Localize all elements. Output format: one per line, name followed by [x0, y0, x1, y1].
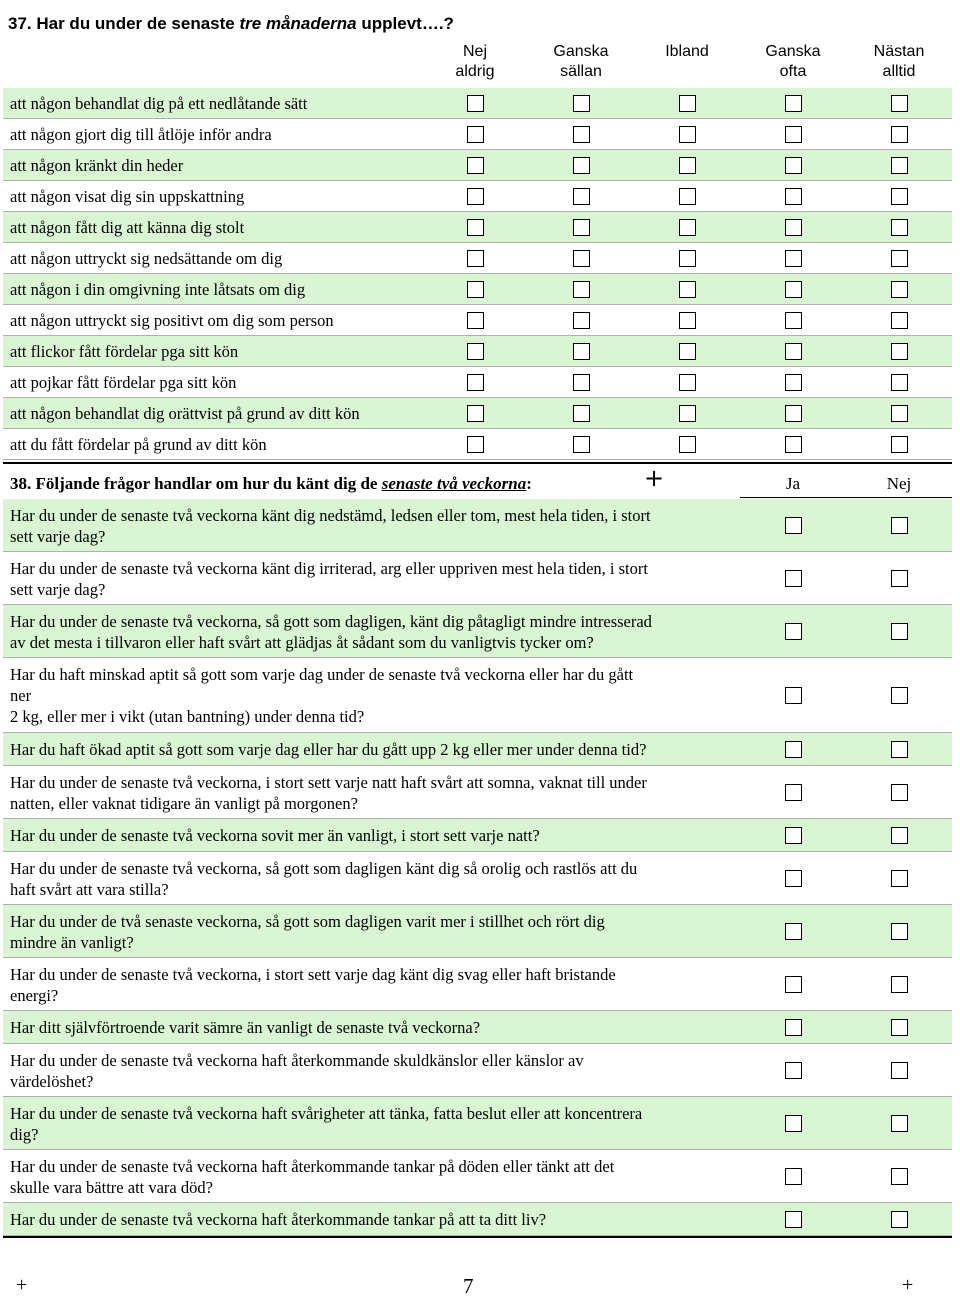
q38-item-label [10, 505, 730, 547]
q38-item-line: sett varje dag? [10, 527, 106, 546]
checkbox-option-5[interactable] [891, 250, 908, 267]
q38-header-underline [740, 497, 952, 498]
checkbox-option-2[interactable] [573, 250, 590, 267]
checkbox-option-1[interactable] [467, 312, 484, 329]
checkbox-option-4[interactable] [785, 343, 802, 360]
q37-column-header [634, 42, 740, 62]
q38-item-label [10, 825, 730, 846]
column-header-line1: Nej [462, 43, 487, 60]
checkbox-option-5[interactable] [891, 312, 908, 329]
column-header-line2: sällan [560, 63, 602, 80]
q38-title-emphasis: senaste två veckorna [381, 474, 527, 493]
q38-item-line: Har du haft ökad aptit så gott som varje dag eller har du gått upp 2 kg eller mer under denna tid? [10, 740, 647, 759]
q38-title-post: : [526, 474, 532, 493]
q38-item-label [10, 558, 730, 600]
q38-item-line: Har du under de senaste två veckorna sovit mer än vanligt, i stort sett varje natt? [10, 826, 540, 845]
q38-item-label [10, 1209, 730, 1230]
checkbox-option-5[interactable] [891, 343, 908, 360]
q38-item-line: Har du under de senaste två veckorna känt dig nedstämd, ledsen eller tom, mest hela tiden, i stort [10, 506, 651, 525]
checkbox-option-2[interactable] [573, 405, 590, 422]
checkbox-option-4[interactable] [785, 405, 802, 422]
q38-item-line: Har du haft minskad aptit så gott som varje dag under de senaste två veckorna eller har du gått [10, 665, 634, 684]
q37-column-header [422, 42, 528, 82]
checkbox-yes[interactable] [785, 687, 802, 704]
q38-row [3, 1097, 952, 1150]
checkbox-option-3[interactable] [679, 436, 696, 453]
q38-item-label [10, 739, 730, 760]
q37-item-label: att någon uttryckt sig nedsättande om dig [10, 249, 283, 268]
checkbox-option-2[interactable] [573, 343, 590, 360]
checkbox-yes[interactable] [785, 1062, 802, 1079]
q38-item-line: Har du under de två senaste veckorna, så gott som dagligen varit mer i stillhet och rört dig [10, 912, 605, 931]
q37-item-label: att någon behandlat dig på ett nedlåtande sätt [10, 94, 308, 113]
q38-row [3, 766, 952, 819]
checkbox-option-2[interactable] [573, 436, 590, 453]
q37-row [3, 150, 952, 181]
checkbox-option-2[interactable] [573, 374, 590, 391]
checkbox-yes[interactable] [785, 1019, 802, 1036]
q37-item-label: att någon kränkt din heder [10, 156, 184, 175]
bottom-rule [3, 1236, 952, 1238]
checkbox-option-1[interactable] [467, 250, 484, 267]
q37-row [3, 305, 952, 336]
q38-item-line: Har du under de senaste två veckorna, så gott som dagligen, känt dig påtagligt mindre intresserad [10, 612, 652, 631]
q38-item-line: skulle vara bättre att vara död? [10, 1178, 213, 1197]
q38-item-label [10, 964, 730, 1006]
checkbox-option-5[interactable] [891, 126, 908, 143]
q38-column-yes: Ja [785, 474, 801, 493]
checkbox-option-5[interactable] [891, 95, 908, 112]
q37-column-header [740, 42, 846, 82]
q37-row [3, 88, 952, 119]
checkbox-option-1[interactable] [467, 374, 484, 391]
q38-item-line: haft svårt att vara stilla? [10, 880, 169, 899]
checkbox-option-1[interactable] [467, 219, 484, 236]
checkbox-option-4[interactable] [785, 126, 802, 143]
q37-number: 37. [8, 14, 37, 33]
checkbox-option-1[interactable] [467, 157, 484, 174]
checkbox-option-4[interactable] [785, 219, 802, 236]
column-header-line1: Nästan [873, 43, 925, 60]
checkbox-no[interactable] [891, 741, 908, 758]
checkbox-option-3[interactable] [679, 219, 696, 236]
checkbox-no[interactable] [891, 870, 908, 887]
checkbox-option-3[interactable] [679, 343, 696, 360]
checkbox-option-1[interactable] [467, 188, 484, 205]
checkbox-yes[interactable] [785, 570, 802, 587]
checkbox-no[interactable] [891, 1062, 908, 1079]
q38-item-line: energi? [10, 986, 59, 1005]
q38-row [3, 552, 952, 605]
q38-item-line: Har du under de senaste två veckorna, i stort sett varje natt haft svårt att somna, vaknat till under [10, 773, 647, 792]
checkbox-option-5[interactable] [891, 188, 908, 205]
checkbox-no[interactable] [891, 1211, 908, 1228]
q38-row [3, 605, 952, 658]
checkbox-option-3[interactable] [679, 95, 696, 112]
q37-item-label: att du fått fördelar på grund av ditt kön [10, 435, 267, 454]
checkbox-option-1[interactable] [467, 95, 484, 112]
column-header-line1: Ibland [665, 43, 709, 60]
checkbox-option-5[interactable] [891, 281, 908, 298]
column-header-line2: aldrig [455, 63, 495, 80]
checkbox-yes[interactable] [785, 517, 802, 534]
checkbox-no[interactable] [891, 1168, 908, 1185]
checkbox-option-2[interactable] [573, 126, 590, 143]
checkbox-no[interactable] [891, 623, 908, 640]
footer-plus-left: + [16, 1274, 28, 1296]
q38-item-label [10, 1103, 730, 1145]
q37-column-header [528, 42, 634, 82]
checkbox-option-3[interactable] [679, 157, 696, 174]
q38-item-label [10, 611, 730, 653]
checkbox-option-1[interactable] [467, 405, 484, 422]
q38-item-label [10, 772, 730, 814]
checkbox-no[interactable] [891, 923, 908, 940]
q37-row [3, 429, 952, 460]
q37-row [3, 119, 952, 150]
checkbox-option-1[interactable] [467, 126, 484, 143]
q37-item-label: att pojkar fått fördelar pga sitt kön [10, 373, 237, 392]
checkbox-option-4[interactable] [785, 312, 802, 329]
checkbox-option-4[interactable] [785, 95, 802, 112]
checkbox-yes[interactable] [785, 1115, 802, 1132]
checkbox-option-5[interactable] [891, 157, 908, 174]
q37-column-header [846, 42, 952, 82]
q38-row [3, 1203, 952, 1236]
registration-plus-mark: + [644, 464, 665, 492]
q37-item-label: att någon uttryckt sig positivt om dig som person [10, 311, 334, 330]
q37-item-label: att någon i din omgivning inte låtsats om dig [10, 280, 306, 299]
checkbox-option-2[interactable] [573, 312, 590, 329]
q38-item-label [10, 1017, 730, 1038]
column-header-line2: ofta [779, 63, 807, 80]
checkbox-option-4[interactable] [785, 188, 802, 205]
checkbox-option-4[interactable] [785, 374, 802, 391]
q38-item-label [10, 664, 730, 727]
checkbox-option-1[interactable] [467, 281, 484, 298]
checkbox-yes[interactable] [785, 870, 802, 887]
q38-row [3, 499, 952, 552]
q38-column-no: Nej [886, 474, 912, 493]
q38-item-line: Har du under de senaste två veckorna, så gott som dagligen känt dig så orolig och rastlös att du [10, 859, 638, 878]
checkbox-option-2[interactable] [573, 157, 590, 174]
checkbox-option-1[interactable] [467, 343, 484, 360]
q38-title [10, 474, 532, 494]
checkbox-option-5[interactable] [891, 405, 908, 422]
q38-item-label [10, 911, 730, 953]
q38-row [3, 958, 952, 1011]
q37-item-label: att någon gjort dig till åtlöje inför andra [10, 125, 272, 144]
q38-row [3, 905, 952, 958]
q38-row [3, 1044, 952, 1097]
q37-row [3, 212, 952, 243]
q38-item-line: av det mesta i tillvaron eller haft svårt att glädjas åt sådant som du vanligtvis tycker om? [10, 633, 594, 652]
q38-item-line: Har du under de senaste två veckorna haft svårigheter att tänka, fatta beslut eller att koncentrera [10, 1104, 643, 1123]
q37-title-post: upplevt….? [356, 14, 454, 33]
checkbox-yes[interactable] [785, 827, 802, 844]
q38-item-line: Har du under de senaste två veckorna haft återkommande skuldkänslor eller känslor av [10, 1051, 584, 1070]
q38-number: 38. [10, 474, 36, 493]
q38-title-pre: Följande frågor handlar om hur du känt dig de [35, 474, 382, 493]
q38-row [3, 819, 952, 852]
q38-item-line: mindre än vanligt? [10, 933, 134, 952]
checkbox-option-3[interactable] [679, 374, 696, 391]
q38-item-line: natten, eller vaknat tidigare än vanligt på morgonen? [10, 794, 358, 813]
checkbox-option-2[interactable] [573, 219, 590, 236]
column-header-line1: Ganska [765, 43, 821, 60]
q37-title-em: tre månaderna [239, 14, 357, 33]
checkbox-no[interactable] [891, 517, 908, 534]
checkbox-option-3[interactable] [679, 312, 696, 329]
checkbox-option-5[interactable] [891, 219, 908, 236]
checkbox-no[interactable] [891, 827, 908, 844]
q38-item-line: sett varje dag? [10, 580, 106, 599]
checkbox-option-3[interactable] [679, 405, 696, 422]
page-number: 7 [463, 1274, 474, 1298]
checkbox-no[interactable] [891, 1115, 908, 1132]
q38-item-line: dig? [10, 1125, 39, 1144]
q38-row [3, 1150, 952, 1203]
q37-row [3, 274, 952, 305]
q37-row [3, 336, 952, 367]
checkbox-option-2[interactable] [573, 281, 590, 298]
q37-row [3, 243, 952, 274]
q38-item-line: värdelöshet? [10, 1072, 94, 1091]
checkbox-yes[interactable] [785, 741, 802, 758]
q37-title [8, 14, 454, 34]
checkbox-option-3[interactable] [679, 188, 696, 205]
q38-row [3, 1011, 952, 1044]
checkbox-yes[interactable] [785, 923, 802, 940]
checkbox-yes[interactable] [785, 1168, 802, 1185]
checkbox-yes[interactable] [785, 976, 802, 993]
checkbox-no[interactable] [891, 1019, 908, 1036]
checkbox-option-5[interactable] [891, 436, 908, 453]
q37-item-label: att någon visat dig sin uppskattning [10, 187, 245, 206]
checkbox-yes[interactable] [785, 784, 802, 801]
checkbox-option-4[interactable] [785, 250, 802, 267]
checkbox-no[interactable] [891, 784, 908, 801]
checkbox-yes[interactable] [785, 1211, 802, 1228]
column-header-line1: Ganska [553, 43, 609, 60]
section-divider [3, 462, 952, 464]
q38-item-line: Har du under de senaste två veckorna känt dig irriterad, arg eller uppriven mest hela tiden, i stort [10, 559, 648, 578]
column-header-line2: alltid [882, 63, 916, 80]
q38-row [3, 733, 952, 766]
checkbox-option-2[interactable] [573, 188, 590, 205]
q38-item-label [10, 1050, 730, 1092]
q38-item-line: Har du under de senaste två veckorna, i stort sett varje dag känt dig svag eller haft bristande [10, 965, 616, 984]
q37-item-label: att någon behandlat dig orättvist på grund av ditt kön [10, 404, 360, 423]
q37-row [3, 367, 952, 398]
checkbox-option-1[interactable] [467, 436, 484, 453]
q37-title-pre: Har du under de senaste [36, 14, 240, 33]
checkbox-option-4[interactable] [785, 157, 802, 174]
footer-plus-right: + [902, 1274, 914, 1296]
q38-item-line: Har du under de senaste två veckorna haft återkommande tankar på döden eller tänkt att det [10, 1157, 615, 1176]
q38-item-line: ner [10, 686, 32, 705]
checkbox-option-3[interactable] [679, 250, 696, 267]
checkbox-option-3[interactable] [679, 126, 696, 143]
q37-item-label: att flickor fått fördelar pga sitt kön [10, 342, 239, 361]
q38-item-line: Har du under de senaste två veckorna haft återkommande tankar på att ta ditt liv? [10, 1210, 547, 1229]
checkbox-option-2[interactable] [573, 95, 590, 112]
checkbox-no[interactable] [891, 687, 908, 704]
checkbox-option-3[interactable] [679, 281, 696, 298]
q37-row [3, 398, 952, 429]
checkbox-no[interactable] [891, 976, 908, 993]
checkbox-no[interactable] [891, 570, 908, 587]
q38-item-label [10, 858, 730, 900]
q38-row [3, 852, 952, 905]
q38-item-line: Har ditt självförtroende varit sämre än vanligt de senaste två veckorna? [10, 1018, 481, 1037]
q38-item-line: 2 kg, eller mer i vikt (utan bantning) under denna tid? [10, 707, 365, 726]
checkbox-yes[interactable] [785, 623, 802, 640]
q38-item-label [10, 1156, 730, 1198]
checkbox-option-4[interactable] [785, 436, 802, 453]
q38-row [3, 658, 952, 733]
q37-item-label: att någon fått dig att känna dig stolt [10, 218, 245, 237]
checkbox-option-5[interactable] [891, 374, 908, 391]
q37-row [3, 181, 952, 212]
checkbox-option-4[interactable] [785, 281, 802, 298]
